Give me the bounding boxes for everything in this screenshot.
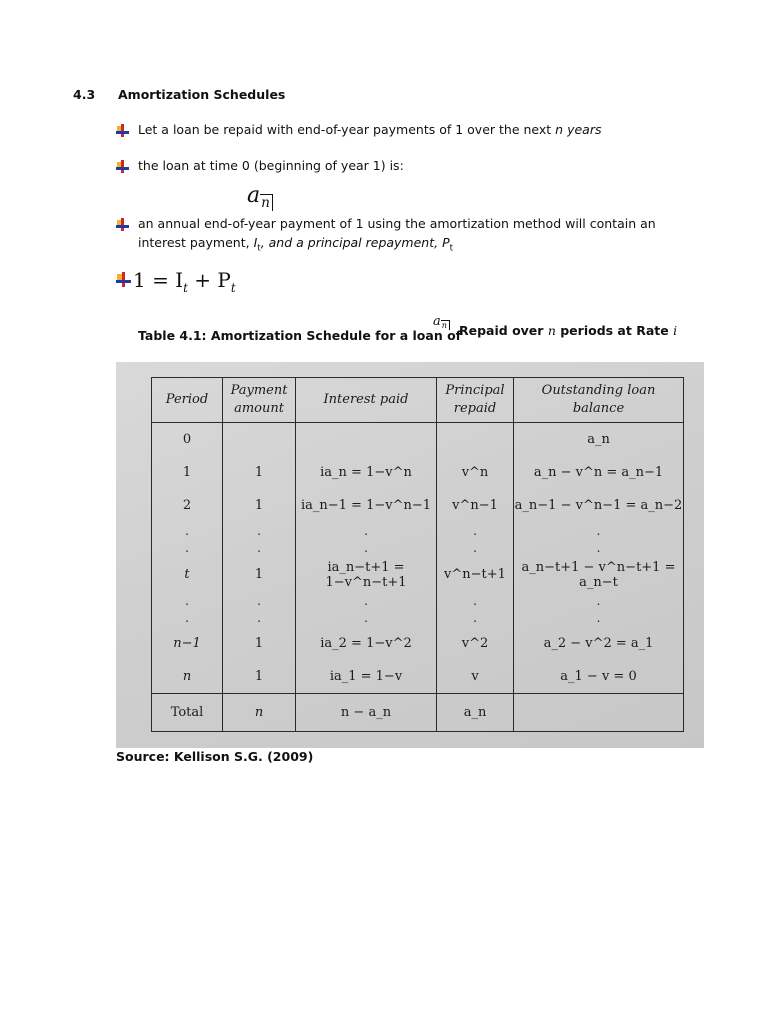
cell-payment: . xyxy=(223,593,296,610)
cell-payment: . xyxy=(223,610,296,627)
annuity-formula: $a_n$ xyxy=(247,183,273,208)
cell-balance: a_n−1 − v^n−1 = a_n−2 xyxy=(514,489,684,522)
cell-balance: . xyxy=(514,522,684,539)
bullet-text-3-line1: an annual end-of-year payment of 1 using the amortization method will contain an xyxy=(138,216,656,231)
header-interest: Interest paid xyxy=(296,378,437,423)
bullet-text-1: Let a loan be repaid with end-of-year payments of 1 over the next n years xyxy=(138,122,602,137)
header-period: Period xyxy=(152,378,223,423)
total-balance xyxy=(514,694,684,732)
table-row xyxy=(152,456,684,489)
table-photo xyxy=(116,362,704,748)
cell-interest: ia_1 = 1−v xyxy=(296,660,437,694)
cell-period: . xyxy=(152,610,223,627)
cell-payment: 1 xyxy=(223,627,296,660)
cell-balance: . xyxy=(514,610,684,627)
bullet-text-2: the loan at time 0 (beginning of year 1) is: xyxy=(138,158,404,173)
cell-period: 0 xyxy=(152,423,223,457)
cell-payment: 1 xyxy=(223,489,296,522)
cell-period: n xyxy=(152,660,223,694)
cell-payment: 1 xyxy=(223,556,296,593)
table-row xyxy=(152,610,684,627)
cell-interest: ia_n = 1−v^n xyxy=(296,456,437,489)
source-note: Source: Kellison S.G. (2009) xyxy=(116,749,314,764)
cell-interest xyxy=(296,423,437,457)
cell-balance: a_n − v^n = a_n−1 xyxy=(514,456,684,489)
table-total-row xyxy=(152,694,684,732)
table-row xyxy=(152,423,684,457)
total-label: Total xyxy=(152,694,223,732)
section-number: 4.3 xyxy=(73,87,96,102)
header-principal: Principal repaid xyxy=(437,378,514,423)
caption-annuity: $a_n$ xyxy=(433,314,450,329)
cell-interest: ia_2 = 1−v^2 xyxy=(296,627,437,660)
cell-payment: . xyxy=(223,539,296,556)
cell-principal: . xyxy=(437,522,514,539)
total-principal: a_n xyxy=(437,694,514,732)
table-row xyxy=(152,539,684,556)
cell-payment: 1 xyxy=(223,660,296,694)
cell-interest: . xyxy=(296,610,437,627)
cell-period: 2 xyxy=(152,489,223,522)
cell-balance: . xyxy=(514,593,684,610)
cell-balance: a_2 − v^2 = a_1 xyxy=(514,627,684,660)
cell-interest: . xyxy=(296,522,437,539)
cell-interest: ia_n−t+1 = 1−v^n−t+1 xyxy=(296,556,437,593)
header-payment: Payment amount xyxy=(223,378,296,423)
cell-principal xyxy=(437,423,514,457)
identity-formula: $1 = I_t + P_t$ xyxy=(133,268,236,295)
cell-principal: . xyxy=(437,610,514,627)
section-title: Amortization Schedules xyxy=(118,87,286,102)
table-row xyxy=(152,489,684,522)
cell-principal: v^2 xyxy=(437,627,514,660)
cell-period: . xyxy=(152,522,223,539)
table-caption-rest: Repaid over n periods at Rate i xyxy=(459,323,678,338)
cell-principal: v^n−t+1 xyxy=(437,556,514,593)
cell-period: n−1 xyxy=(152,627,223,660)
cell-principal: v^n xyxy=(437,456,514,489)
formula-marker-icon xyxy=(116,272,131,287)
cell-principal: . xyxy=(437,593,514,610)
cell-period: . xyxy=(152,539,223,556)
cell-interest: ia_n−1 = 1−v^n−1 xyxy=(296,489,437,522)
cell-payment: 1 xyxy=(223,456,296,489)
cell-balance: a_1 − v = 0 xyxy=(514,660,684,694)
bullet-text-3-line2: interest payment, $I_t$, and a principal repayment, $P_t$ xyxy=(138,235,454,254)
cell-interest: . xyxy=(296,593,437,610)
table-row xyxy=(152,593,684,610)
cell-balance: a_n−t+1 − v^n−t+1 = a_n−t xyxy=(514,556,684,593)
bullet-icon xyxy=(116,160,129,173)
cell-period: . xyxy=(152,593,223,610)
cell-period: t xyxy=(152,556,223,593)
cell-payment: . xyxy=(223,522,296,539)
table-caption: Table 4.1: Amortization Schedule for a loan of xyxy=(138,328,462,343)
cell-principal: v^n−1 xyxy=(437,489,514,522)
cell-period: 1 xyxy=(152,456,223,489)
table-row xyxy=(152,522,684,539)
table-row xyxy=(152,660,684,694)
bullet-icon xyxy=(116,124,129,137)
bullet-icon xyxy=(116,218,129,231)
cell-principal: v xyxy=(437,660,514,694)
cell-balance: a_n xyxy=(514,423,684,457)
cell-balance: . xyxy=(514,539,684,556)
cell-payment xyxy=(223,423,296,457)
table-row xyxy=(152,556,684,593)
table-row xyxy=(152,627,684,660)
amortization-table xyxy=(151,377,684,732)
cell-principal: . xyxy=(437,539,514,556)
cell-interest: . xyxy=(296,539,437,556)
total-payment: n xyxy=(223,694,296,732)
header-balance: Outstanding loan balance xyxy=(514,378,684,423)
total-interest: n − a_n xyxy=(296,694,437,732)
